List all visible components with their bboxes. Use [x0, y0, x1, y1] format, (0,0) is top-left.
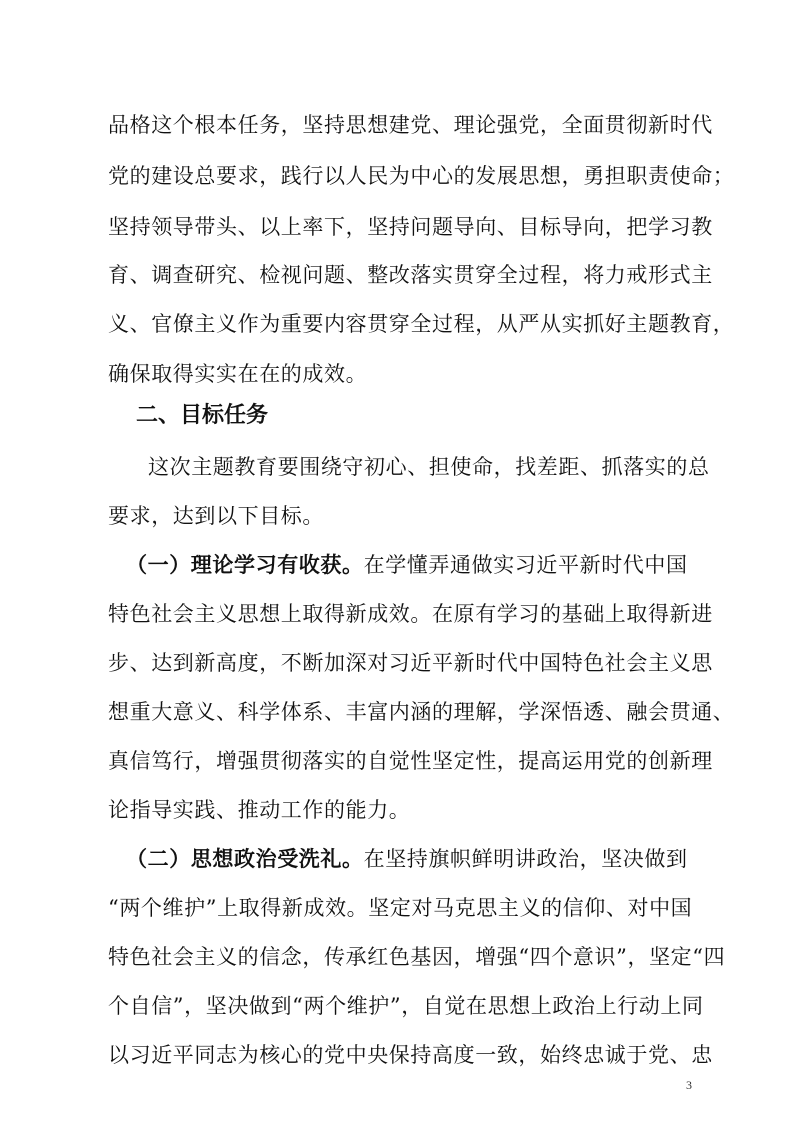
item-lead-bold: （二）思想政治受洗礼。: [126, 847, 364, 871]
paragraph-line: 这次主题教育要围绕守初心、担使命，找差距、抓落实的总: [148, 455, 710, 479]
item-lead-bold: （一）理论学习有收获。: [126, 553, 364, 577]
paragraph-line: 特色社会主义思想上取得新成效。在原有学习的基础上取得新进: [108, 602, 713, 626]
paragraph-line: 要求，达到以下目标。: [108, 504, 324, 528]
paragraph-line: 以习近平同志为核心的党中央保持高度一致，始终忠诚于党、忠: [108, 1043, 713, 1067]
item-first-line: [126, 846, 698, 872]
paragraph-line: “两个维护”上取得新成效。坚定对马克思主义的信仰、对中国: [108, 896, 693, 920]
item-lead-rest: 在坚持旗帜鲜明讲政治，坚决做到: [363, 847, 688, 871]
paragraph-line: 党的建设总要求，践行以人民为中心的发展思想，勇担职责使命；: [108, 164, 735, 188]
page-number: 3: [686, 1078, 692, 1092]
paragraph-line: 义、官僚主义作为重要内容贯穿全过程，从严从实抓好主题教育，: [108, 312, 735, 336]
paragraph-line: 坚持领导带头、以上率下，坚持问题导向、目标导向，把学习教: [108, 215, 713, 239]
paragraph-line: 论指导实践、推动工作的能力。: [108, 798, 411, 822]
paragraph-line: 育、调查研究、检视问题、整改落实贯穿全过程，将力戒形式主: [108, 263, 713, 287]
item-lead-rest: 在学懂弄通做实习近平新时代中国: [363, 553, 688, 577]
section-heading: 二、目标任务: [136, 403, 269, 428]
paragraph-line: 想重大意义、科学体系、丰富内涵的理解，学深悟透、融会贯通、: [108, 700, 735, 724]
paragraph-line: 品格这个根本任务，坚持思想建党、理论强党，全面贯彻新时代: [108, 113, 713, 137]
paragraph-line: 步、达到新高度，不断加深对习近平新时代中国特色社会主义思: [108, 651, 713, 675]
paragraph-line: 真信笃行，增强贯彻落实的自觉性坚定性，提高运用党的创新理: [108, 749, 713, 773]
paragraph-line: 确保取得实实在在的成效。: [108, 362, 368, 386]
paragraph-line: 个自信”，坚决做到“两个维护”，自觉在思想上政治上行动上同: [108, 994, 704, 1018]
paragraph-line: 特色社会主义的信念，传承红色基因，增强“四个意识”，坚定“四: [108, 945, 726, 969]
item-first-line: [126, 552, 698, 578]
